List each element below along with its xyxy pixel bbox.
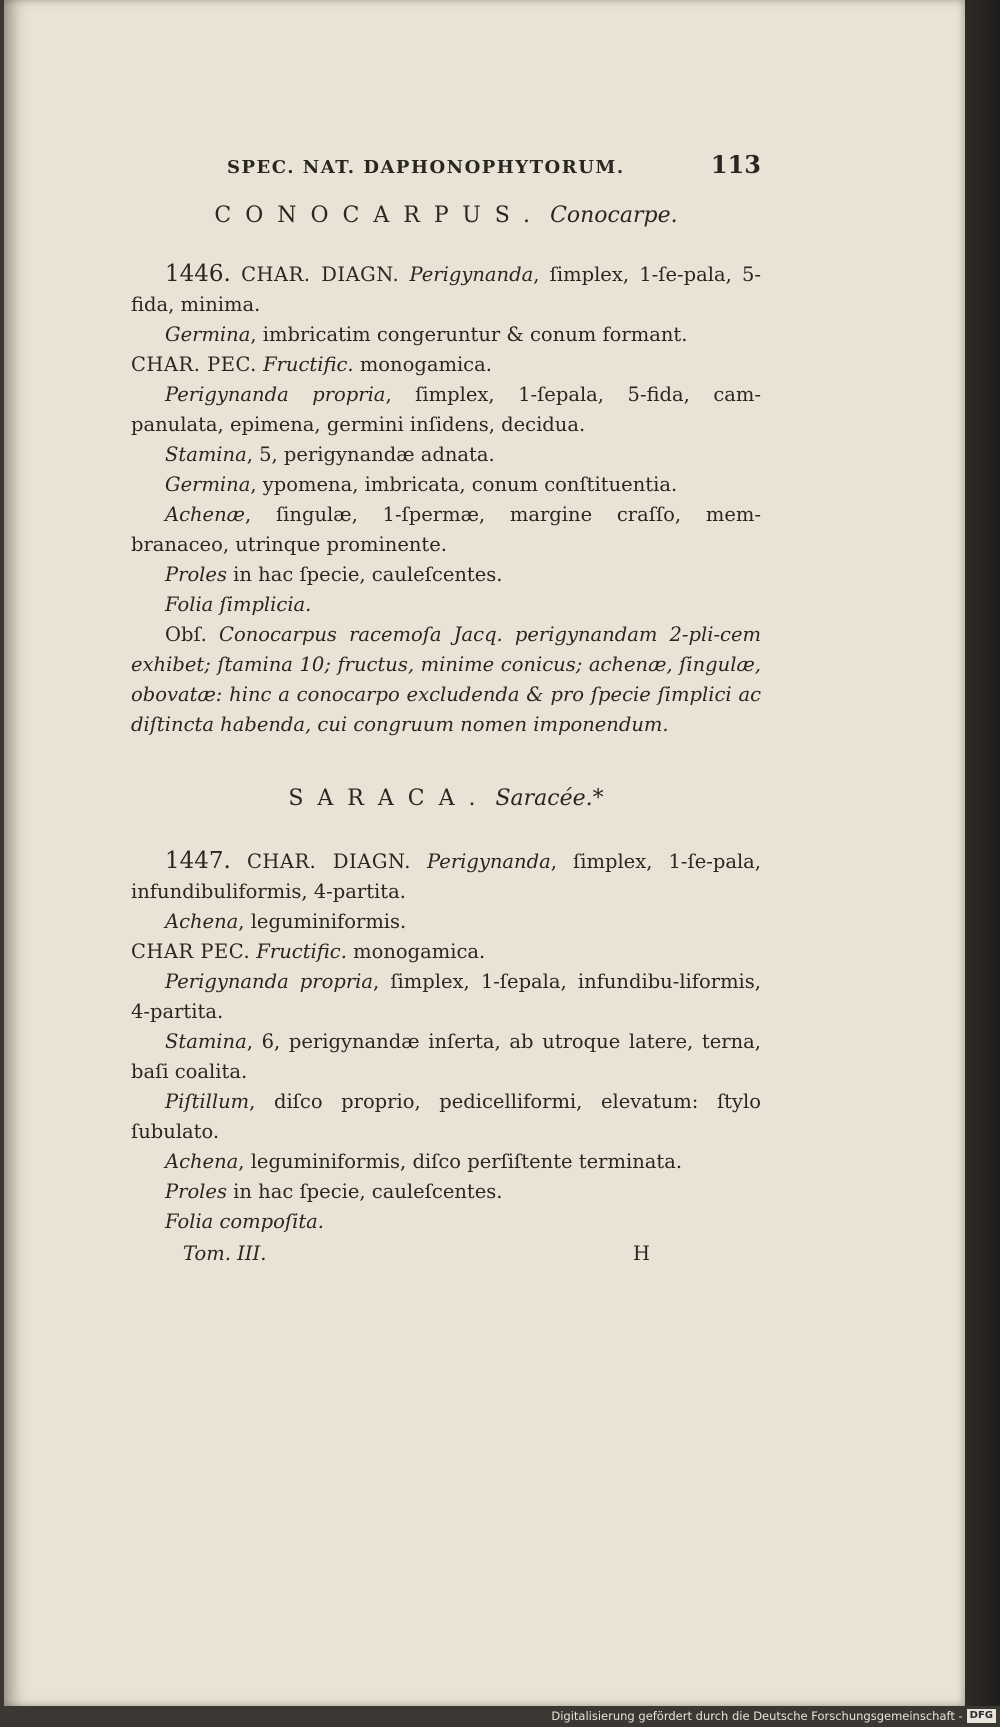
entry-1446-folia [131,590,761,620]
entry-1447-stamina [131,1027,761,1087]
description: , ſimplex, 1-ſepala, 5-fida, cam-panulata, epimena, germini inſidens, decidua. [131,383,761,436]
description: , leguminiformis. [238,910,407,933]
description: in hac ſpecie, cauleſcentes. [233,1180,503,1203]
entry-number: 1446. [165,261,231,287]
entry-1447-pistillum [131,1087,761,1147]
entry-1447-diagnosis [131,846,761,907]
genus-name: SARACA. [288,786,490,811]
entry-1446-perigynanda [131,380,761,440]
page-edge-shadow [965,0,1000,1706]
entry-1446-stamina [131,440,761,470]
description: , 6, perigynandæ inſerta, ab utroque latere, terna, baſi coalita. [131,1030,761,1083]
spacer [131,740,761,774]
description: , ſingulæ, 1-ſpermæ, margine craſſo, mem-branaceo, utrinque prominente. [131,503,761,556]
term: Stamina [165,443,247,466]
running-title: SPEC. NAT. DAPHONOPHYTORUM. [227,157,625,178]
term: Stamina [165,1030,247,1053]
description: monogamica. [353,940,486,963]
entry-1447-perigynanda [131,967,761,1027]
term: Germina [165,323,251,346]
term: Proles [165,563,227,586]
genus-name: CONOCARPUS. [214,203,545,228]
genus-mark: * [592,786,604,811]
description: , leguminiformis, diſco perſiſtente terminata. [238,1150,683,1173]
description: , ſimplex, 1-ſepala, infundibu-liformis, 4-partita. [131,970,762,1023]
description: , ſimplex, 1-ſe-pala, infundibuliformis, 4-partita. [131,850,762,903]
credit-text: Digitalisierung gefördert durch die Deutsche Forschungsgemeinschaft - [551,1709,963,1723]
section-label: CHAR. PEC. [131,353,257,376]
section-label: CHAR. DIAGN. [246,850,411,873]
term: Fructific. [263,353,354,376]
term: Perigynanda propria [165,970,374,993]
description: , ſimplex, 1-ſe-pala, 5-fida, minima. [131,263,762,316]
term: Achenæ [165,503,245,526]
obs-text: Conocarpus racemoſa Jacq. perigynandam 2-pli-cem exhibet; ſtamina 10; fructus, minime conicus; achenæ, ſingulæ, obovatæ: hinc a conocarpo excludenda & pro ſpecie ſimplici ac diſtincta habenda, cui congruum nomen imponendum. [131,623,761,736]
obs-label: Obſ. [165,623,207,646]
volume-label: Tom. III. [183,1242,267,1265]
description: in hac ſpecie, cauleſcentes. [233,563,503,586]
section-label: CHAR. DIAGN. [241,263,400,286]
description: , imbricatim congeruntur & conum formant. [250,323,688,346]
entry-1446-observation [131,620,761,740]
entry-1447-proles [131,1177,761,1207]
genus-french-name: Saracée. [495,786,593,811]
entry-1446-diagnosis [131,259,761,320]
term: Perigynanda propria [165,383,386,406]
term: Folia compoſita. [165,1210,324,1233]
funding-credit [551,1707,996,1725]
term: Perigynanda [427,850,551,873]
page-number: 113 [710,150,761,179]
book-page [4,0,965,1706]
term: Germina [165,473,251,496]
entry-1447-folia [131,1207,761,1237]
entry-1446-germina-2 [131,470,761,500]
term: Achena [165,1150,239,1173]
entry-1446-char-pec [131,350,761,380]
section-label: CHAR PEC. [131,940,251,963]
description: monogamica. [359,353,492,376]
description: , ypomena, imbricata, conum conſtituentia. [250,473,678,496]
term: Achena [165,910,239,933]
description: , diſco proprio, pedicelliformi, elevatum: ſtylo ſubulato. [131,1090,761,1143]
genus-french-name: Conocarpe. [550,203,678,228]
genus-heading-saraca [131,784,761,814]
entry-1446-achenae [131,500,761,560]
term: Proles [165,1180,227,1203]
genus-heading-conocarpus [131,201,761,231]
description: , 5, perigynandæ adnata. [246,443,495,466]
signature-mark: H [633,1242,651,1265]
page-footer [131,1239,761,1269]
running-header [131,150,761,183]
entry-1447-char-pec [131,937,761,967]
entry-1446-germina [131,320,761,350]
entry-1446-proles [131,560,761,590]
term: Perigynanda [409,263,534,286]
term: Piſtillum [165,1090,250,1113]
dfg-logo: DFG [967,1709,996,1723]
page-text [131,150,761,1269]
entry-1447-achena-2 [131,1147,761,1177]
entry-number: 1447. [165,848,231,874]
term: Folia ſimplicia. [165,593,312,616]
entry-1447-achena [131,907,761,937]
term: Fructific. [256,940,347,963]
